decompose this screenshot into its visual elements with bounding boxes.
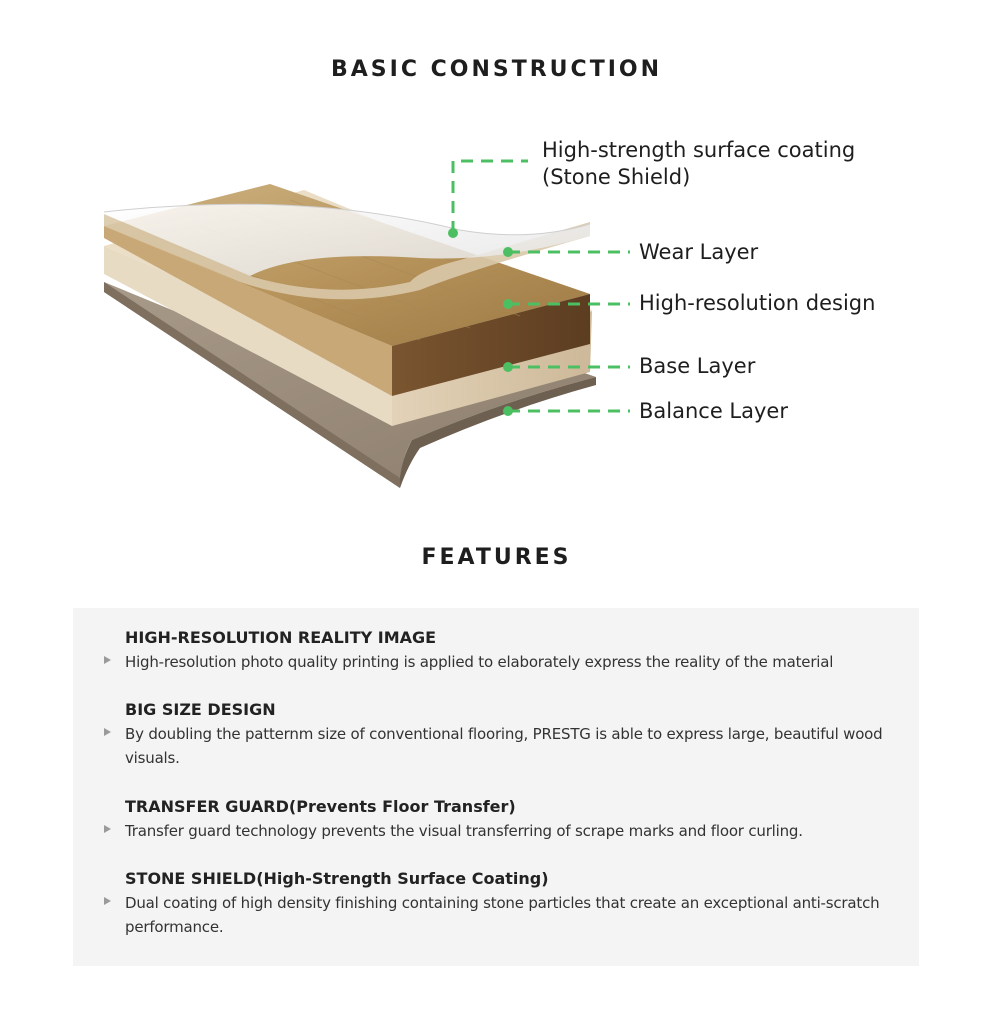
label-coating: High-strength surface coating	[542, 138, 856, 162]
triangle-bullet-icon	[104, 728, 111, 736]
dot-balance	[503, 406, 513, 416]
label-base-layer: Base Layer	[639, 354, 756, 378]
dot-wear	[503, 247, 513, 257]
dot-design	[503, 299, 513, 309]
feature-description: Dual coating of high density finishing containing stone particles that create an exceptional anti-scratch performance.	[125, 894, 880, 936]
feature-title: HIGH-RESOLUTION REALITY IMAGE	[125, 628, 437, 647]
feature-description: Transfer guard technology prevents the visual transferring of scrape marks and floor curling.	[125, 822, 803, 840]
leader-coating	[453, 161, 528, 233]
dot-base	[503, 362, 513, 372]
feature-title: STONE SHIELD(High-Strength Surface Coating)	[125, 869, 549, 888]
triangle-bullet-icon	[104, 825, 111, 833]
construction-title: BASIC CONSTRUCTION	[331, 57, 662, 82]
feature-title: BIG SIZE DESIGN	[125, 700, 276, 719]
features-title: FEATURES	[421, 545, 572, 570]
triangle-bullet-icon	[104, 656, 111, 664]
feature-description: High-resolution photo quality printing is applied to elaborately express the reality of the material	[125, 653, 834, 671]
label-balance-layer: Balance Layer	[639, 399, 788, 423]
label-wear-layer: Wear Layer	[639, 240, 759, 264]
feature-title: TRANSFER GUARD(Prevents Floor Transfer)	[125, 797, 516, 816]
features-panel	[73, 608, 919, 966]
feature-description: By doubling the patternm size of conventional flooring, PRESTG is able to express large, beautiful wood visuals.	[125, 725, 883, 767]
dot-coating	[448, 228, 458, 238]
label-design-layer: High-resolution design	[639, 291, 876, 315]
triangle-bullet-icon	[104, 897, 111, 905]
label-coating-sub: (Stone Shield)	[542, 165, 691, 189]
